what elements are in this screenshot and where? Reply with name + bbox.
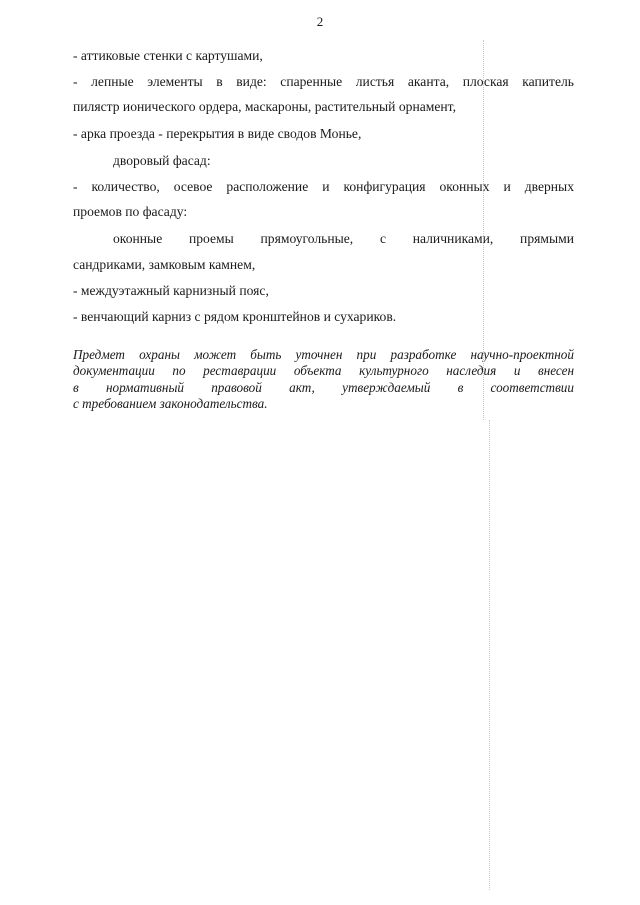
paragraph-window-openings-continued: сандриками, замковым камнем, <box>73 257 256 272</box>
list-item-attic-walls: - аттиковые стенки с картушами, <box>73 48 263 63</box>
scan-artifact-line-lower <box>489 420 490 890</box>
list-item-crowning-cornice: - венчающий карниз с рядом кронштейнов и сухариков. <box>73 309 397 324</box>
list-item-openings: - количество, осевое расположение и конфигурация оконных и дверных <box>73 179 574 194</box>
paragraph-window-openings: оконные проемы прямоугольные, с наличниками, прямыми <box>113 231 574 246</box>
list-item-passage-arch: - арка проезда - перекрытия в виде сводов Монье, <box>73 126 362 141</box>
list-item-stucco-elements-continued: пилястр ионического ордера, маскароны, растительный орнамент, <box>73 99 456 114</box>
section-heading-courtyard-facade: дворовый фасад: <box>113 153 211 168</box>
list-item-stucco-elements: - лепные элементы в виде: спаренные листья аканта, плоская капитель <box>73 74 574 89</box>
note-line-1: Предмет охраны может быть уточнен при разработке научно-проектной <box>73 347 574 362</box>
list-item-openings-continued: проемов по фасаду: <box>73 204 188 219</box>
page-number: 2 <box>316 14 324 29</box>
list-item-belt-cornice: - междуэтажный карнизный пояс, <box>73 283 269 298</box>
note-line-4: с требованием законодательства. <box>73 396 268 411</box>
scan-artifact-line <box>483 40 484 420</box>
note-line-2: документации по реставрации объекта культурного наследия и внесен <box>73 363 574 378</box>
note-line-3: в нормативный правовой акт, утверждаемый в соответствии <box>73 380 574 395</box>
